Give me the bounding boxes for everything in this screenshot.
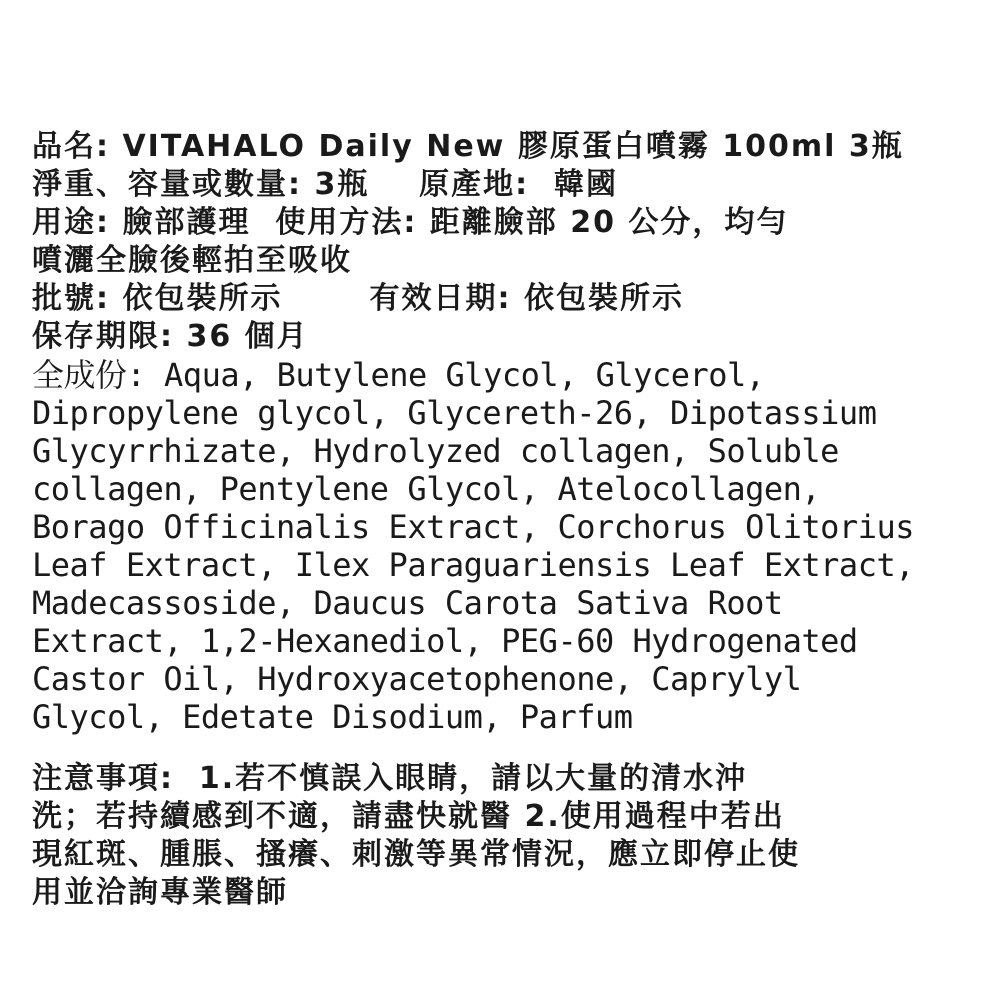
- ingredients-line-6: Leaf Extract, Ilex Paraguariensis Leaf Extract,: [32, 546, 914, 584]
- ingredients-line-10: Glycol, Edetate Disodium, Parfum: [32, 698, 633, 736]
- ingredients-line-5: Borago Officinalis Extract, Corchorus Olitorius: [32, 508, 914, 546]
- precautions-line-1: 注意事項: 1.若不慎誤入眼睛，請以大量的清水沖: [32, 761, 748, 796]
- ingredients-line-3: Glycyrrhizate, Hydrolyzed collagen, Soluble: [32, 432, 839, 470]
- ingredients-line-8: Extract, 1,2-Hexanediol, PEG-60 Hydrogenated: [32, 622, 858, 660]
- ingredients-line-9: Castor Oil, Hydroxyacetophenone, Caprylyl: [32, 660, 802, 698]
- ingredients-line-4: collagen, Pentylene Glycol, Atelocollagen,: [32, 470, 821, 508]
- product-name-line: 品名: VITAHALO Daily New 膠原蛋白噴霧 100ml 3瓶: [32, 129, 904, 164]
- ingredients-line-7: Madecassoside, Daucus Carota Sativa Root: [32, 584, 783, 622]
- ingredients-line-1: 全成份: Aqua, Butylene Glycol, Glycerol,: [32, 356, 765, 394]
- net-weight-origin-line: 淨重、容量或數量: 3瓶 原產地: 韓國: [32, 167, 618, 202]
- precautions-line-2: 洗；若持續感到不適，請盡快就醫 2.使用過程中若出: [32, 799, 785, 834]
- shelf-life-line: 保存期限: 36 個月: [32, 319, 309, 354]
- precautions-line-3: 現紅斑、腫脹、搔癢、刺激等異常情況，應立即停止使: [32, 837, 800, 872]
- precautions-line-4: 用並洽詢專業醫師: [32, 875, 288, 910]
- usage-method-line: 用途: 臉部護理 使用方法: 距離臉部 20 公分，均勻: [32, 205, 789, 240]
- usage-method-line-2: 噴灑全臉後輕拍至吸收: [32, 243, 352, 278]
- ingredients-line-2: Dipropylene glycol, Glycereth-26, Dipotassium: [32, 394, 877, 432]
- batch-expiry-line: 批號: 依包裝所示 有效日期: 依包裝所示: [32, 281, 684, 316]
